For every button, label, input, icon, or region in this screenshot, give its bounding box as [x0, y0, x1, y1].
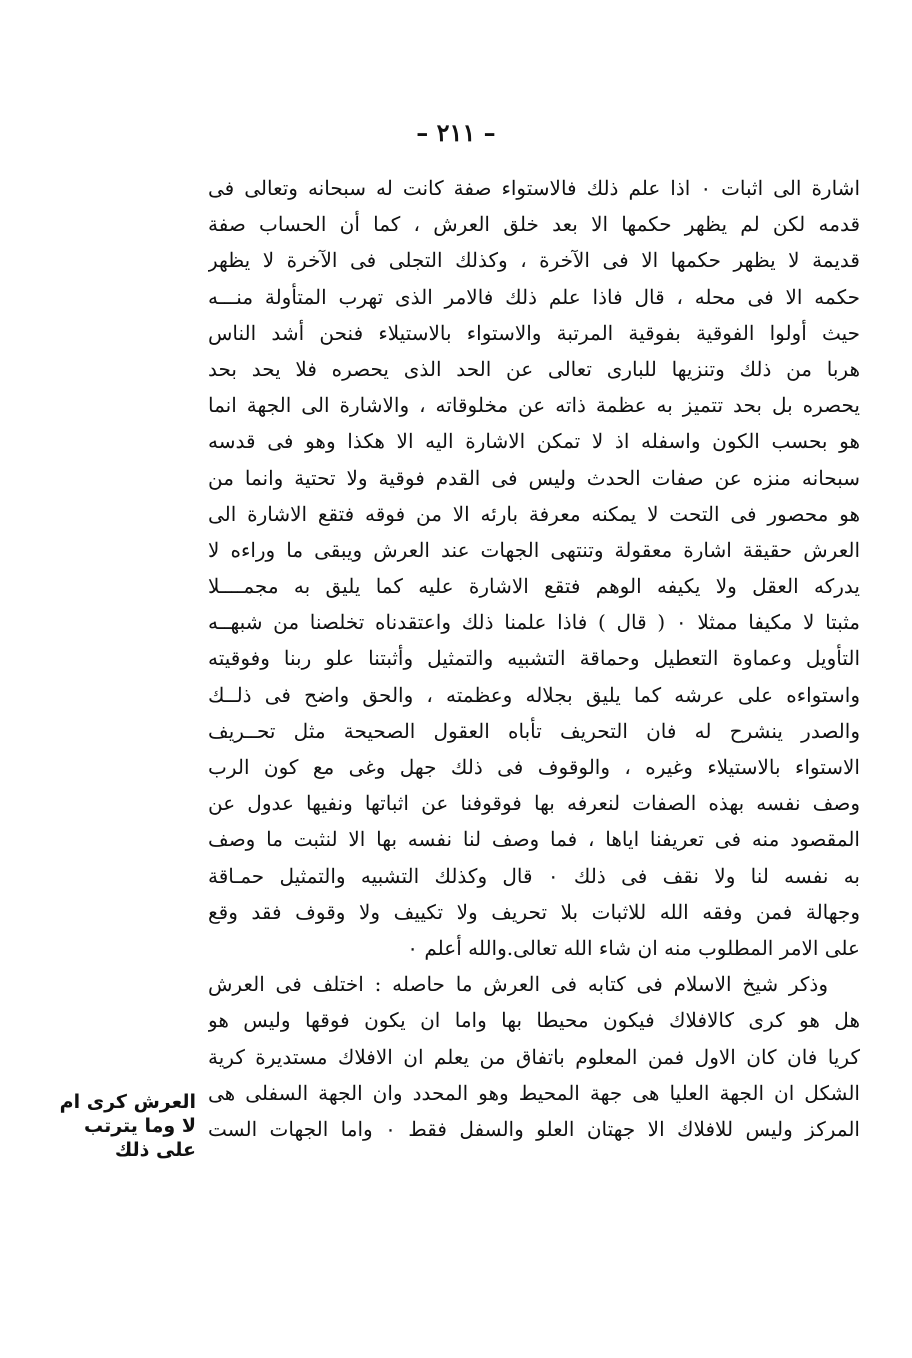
- text-line: به نفسه لنا ولا نقف فى ذلك ٠ قال وكذلك التشبيه والتمثيل حمـاقة: [208, 863, 860, 888]
- paragraph-start-line: وذكر شيخ الاسلام فى كتابه فى العرش ما حاصله : اختلف فى العرش: [208, 972, 828, 997]
- text-line: يدركه العقل ولا يكيفه الوهم فتقع الاشارة عليه كما يليق به مجمــــلا: [208, 574, 860, 599]
- text-line: قدمه لكن لم يظهر حكمها الا بعد خلق العرش ، كما أن الحساب صفة: [208, 212, 860, 237]
- text-line: هربا من ذلك وتنزيها للبارى تعالى عن الحد الذى يحصره فلا يحد بحد: [208, 356, 860, 381]
- text-line: كريا فان كان الاول فمن المعلوم باتفاق من يعلم ان الافلاك مستديرة كرية: [208, 1044, 860, 1069]
- text-line: واستواءه على عرشه كما يليق بجلاله وعظمته ، والحق واضح فى ذلــك: [208, 682, 860, 707]
- body-text: [208, 170, 860, 1147]
- text-line: العرش حقيقة اشارة معقولة وتنتهى الجهات عند العرش ويبقى ما وراءه لا: [208, 537, 860, 562]
- text-line: هل هو كرى كالافلاك فيكون محيطا بها واما ان يكون فوقها وليس هو: [208, 1008, 860, 1033]
- text-line: يحصره بل بحد تتميز به عظمة ذاته عن مخلوقاته ، والاشارة الى الجهة انما: [208, 393, 860, 418]
- text-line: الاستواء بالاستيلاء وغيره ، والوقوف فى ذلك جهل وغى مع كون الرب: [208, 755, 860, 779]
- text-line: قديمة لا يظهر حكمها الا فى الآخرة ، وكذلك التجلى فى الآخرة لا يظهر: [208, 248, 860, 273]
- paragraph-end-line: على الامر المطلوب منه ان شاء الله تعالى.والله أعلم ٠: [407, 935, 860, 960]
- text-line: اشارة الى اثبات ٠ اذا علم ذلك فالاستواء صفة كانت له سبحانه وتعالى فى: [208, 176, 860, 200]
- margin-note-line: العرش كرى ام: [59, 1091, 196, 1113]
- text-line: المركز وليس للافلاك الا جهتان العلو والسفل فقط ٠ واما الجهات الست: [208, 1116, 860, 1141]
- text-line: حيث أولوا الفوقية بفوقية المرتبة والاستواء بالاستيلاء فنحن أشد الناس: [208, 320, 860, 345]
- text-line: الشكل ان الجهة العليا هى جهة المحيط وهو المحدد وان الجهة السفلى هى: [208, 1080, 860, 1105]
- text-line: هو بحسب الكون واسفله اذ لا تمكن الاشارة اليه الا هكذا وهو فى قدسه: [208, 429, 860, 454]
- text-line: هو محصور فى التحت لا يمكنه معرفة بارئه الا من فوقه فتقع الاشارة الى: [208, 501, 860, 526]
- margin-note-line: على ذلك: [114, 1139, 196, 1161]
- text-line: حكمه الا فى محله ، قال فاذا علم ذلك فالامر الذى تهرب المتأولة منـــه: [208, 284, 860, 309]
- text-line: مثبتا لا مكيفا ممثلا ٠ ( قال ) فاذا علمنا ذلك واعتقدناه تخلصنا من شبهــه: [208, 610, 860, 635]
- page-number: – ٢١١ –: [416, 118, 496, 147]
- text-line: والصدر ينشرح له فان التحريف تأباه العقول الصحيحة مثل تحــريف: [208, 718, 860, 743]
- margin-note: [24, 1090, 196, 1162]
- margin-note-line: لا وما يترتب: [83, 1115, 196, 1137]
- text-line: وصف نفسه بهذه الصفات لنعرفه بها فوقوفنا عن اثباتها ونفيها عدول عن: [208, 791, 860, 816]
- text-line: وجهالة فمن وفقه الله للاثبات بلا تحريف ولا تكييف ولا وقوف فقد وقع: [208, 899, 860, 924]
- text-line: سبحانه منزه عن صفات الحدث وليس فى القدم فوقية ولا تحتية وانما من: [208, 465, 860, 490]
- text-line: المقصود منه فى تعريفنا اياها ، فما وصف لنا نفسه بها الا لنثبت ما وصف: [208, 827, 860, 852]
- text-line: التأويل وعماوة التعطيل وحماقة التشبيه والتمثيل وأثبتنا علو ربنا وفوقيته: [208, 646, 860, 671]
